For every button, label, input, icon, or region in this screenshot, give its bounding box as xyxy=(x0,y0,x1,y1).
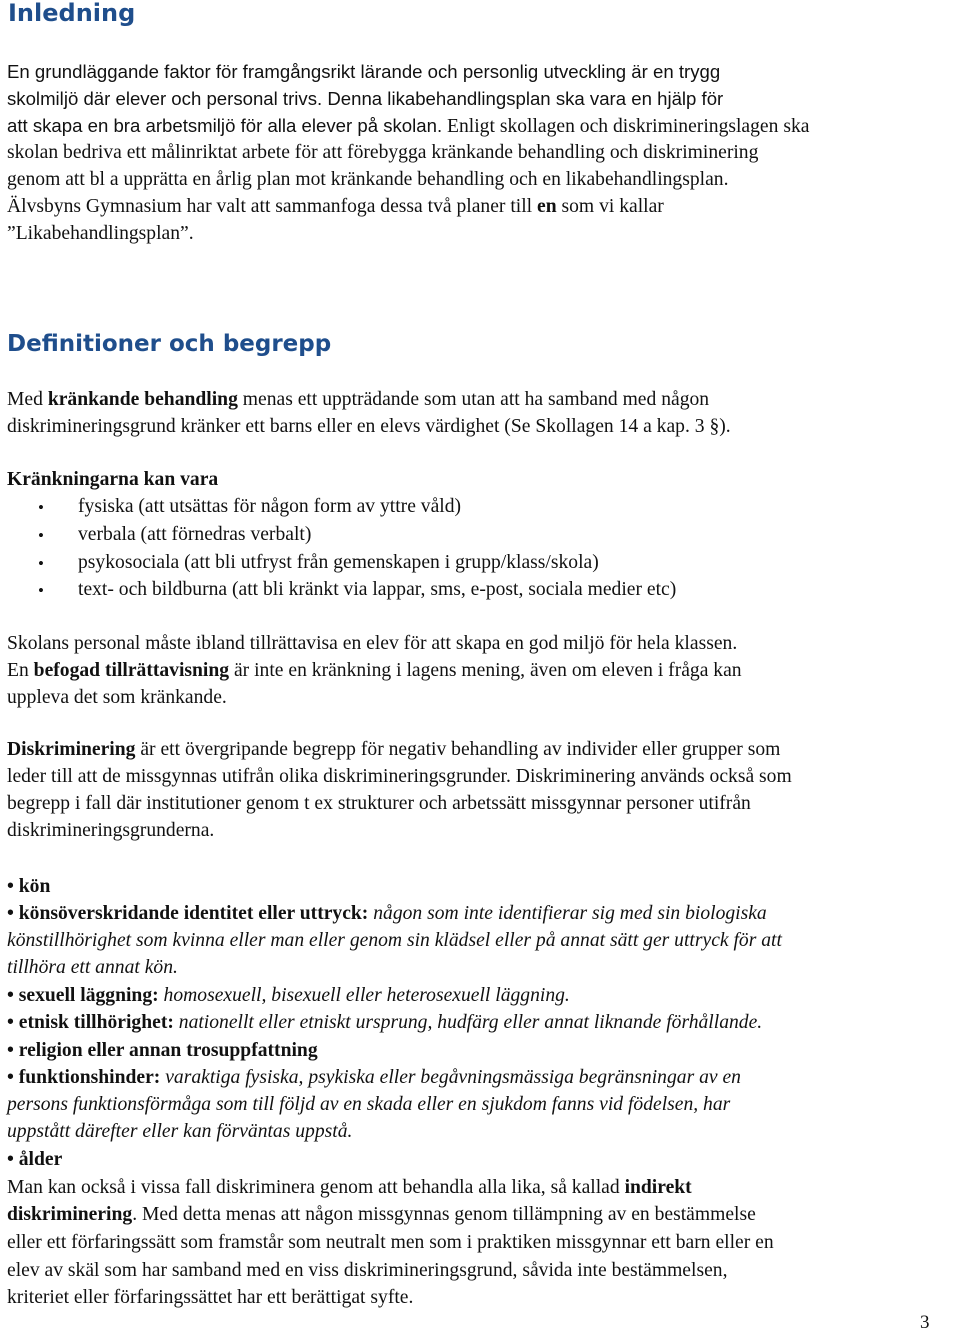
kr-list-item: psykosociala (att bli utfryst från gemenskapen i grupp/klass/skola) xyxy=(78,552,599,573)
intro-emphasis: en xyxy=(537,196,557,217)
indirect-term: diskriminering xyxy=(7,1204,133,1225)
page-number: 3 xyxy=(920,1312,930,1333)
intro-line: skolan bedriva ett målinriktat arbete för att förebygga kränkande behandling och diskriminering xyxy=(7,142,759,163)
intro-line: En grundläggande faktor för framgångsrikt lärande och personlig utveckling är en trygg xyxy=(7,61,721,82)
def-line: leder till att de missgynnas utifrån olika diskrimineringsgrunder. Diskriminering används också som xyxy=(7,766,792,787)
intro-line: skolmiljö där elever och personal trivs. Denna likabehandlingsplan ska vara en hjälp för xyxy=(7,88,724,109)
def-text: är inte en kränkning i lagens mening, även om eleven i fråga kan xyxy=(229,660,742,681)
heading-definitioner: Definitioner och begrepp xyxy=(7,331,332,357)
ground-alder: • ålder xyxy=(7,1149,63,1170)
ground-term: • etnisk tillhörighet: xyxy=(7,1012,174,1033)
indirect-line: elev av skäl som har samband med en viss diskrimineringsgrund, såvida inte bestämmelsen, xyxy=(7,1260,728,1281)
def-line: diskrimineringsgrund kränker ett barns eller en elevs värdighet (Se Skollagen 14 a kap. 3 §). xyxy=(7,416,731,437)
ground-line: könstillhörighet som kvinna eller man eller genom sin klädsel eller på annat sätt ger uttryck för att xyxy=(7,930,782,951)
intro-text: som vi kallar xyxy=(556,196,664,217)
intro-line xyxy=(7,193,664,220)
intro-text: Älvsbyns Gymnasium har valt att sammanfoga dessa två planer till xyxy=(7,196,538,217)
ground-line: persons funktionsförmåga som till följd av en skada eller en sjukdom fanns vid födelsen, har xyxy=(7,1094,731,1115)
kr-list-item: text- och bildburna (att bli kränkt via lappar, sms, e-post, sociala medier etc) xyxy=(78,579,677,600)
heading-inledning: Inledning xyxy=(8,0,136,27)
intro-text: Enligt skollagen och diskrimineringslagen ska xyxy=(442,116,810,137)
indirect-line: kriteriet eller förfaringssättet har ett berättigat syfte. xyxy=(7,1287,414,1308)
ground-term: • sexuell läggning: xyxy=(7,985,159,1006)
def-line xyxy=(7,386,709,413)
ground-desc: varaktiga fysiska, psykiska eller begåvningsmässiga begränsningar av en xyxy=(160,1067,741,1088)
kr-heading: Kränkningarna kan vara xyxy=(7,469,219,490)
def-term: befogad tillrättavisning xyxy=(33,660,230,681)
ground-line: uppstått därefter eller kan förväntas uppstå. xyxy=(7,1121,353,1142)
ground-line xyxy=(7,900,767,927)
ground-kon: • kön xyxy=(7,876,51,897)
indirect-line xyxy=(7,1201,756,1228)
indirect-text: . Med detta menas att någon missgynnas genom tillämpning av en bestämmelse xyxy=(132,1204,756,1225)
bullet-glyph: • xyxy=(38,526,44,545)
def-line: uppleva det som kränkande. xyxy=(7,687,227,708)
bullet-glyph: • xyxy=(38,498,44,517)
ground-term: • könsöverskridande identitet eller uttryck: xyxy=(7,903,369,924)
indirect-line: eller ett förfaringssätt som framstår som neutralt men som i praktiken missgynnar ett barn eller en xyxy=(7,1232,774,1253)
intro-line: genom att bl a upprätta en årlig plan mot kränkande behandling och en likabehandlingsplan. xyxy=(7,169,729,190)
ground-desc: någon som inte identifierar sig med sin biologiska xyxy=(368,903,767,924)
ground-term: • funktionshinder: xyxy=(7,1067,161,1088)
ground-line xyxy=(7,1009,762,1036)
ground-religion: • religion eller annan trosuppfattning xyxy=(7,1040,318,1061)
def-text: menas ett uppträdande som utan att ha samband med någon xyxy=(237,389,710,410)
kr-list-item: verbala (att förnedras verbalt) xyxy=(78,524,312,545)
indirect-term: indirekt xyxy=(624,1177,692,1198)
ground-line xyxy=(7,1064,741,1091)
def-text: Med xyxy=(7,389,48,410)
ground-line xyxy=(7,982,570,1009)
def-line xyxy=(7,736,780,763)
def-line: Skolans personal måste ibland tillrättavisa en elev för att skapa en god miljö för hela klassen. xyxy=(7,633,738,654)
bullet-glyph: • xyxy=(38,581,44,600)
def-term: kränkande behandling xyxy=(47,389,238,410)
intro-text: att skapa en bra arbetsmiljö för alla elever på skolan. xyxy=(7,115,443,136)
def-term: Diskriminering xyxy=(7,739,136,760)
ground-desc: homosexuell, bisexuell eller heterosexuell läggning. xyxy=(158,985,570,1006)
def-text: En xyxy=(7,660,34,681)
indirect-line xyxy=(7,1174,692,1201)
indirect-text: Man kan också i vissa fall diskriminera genom att behandla alla lika, så kallad xyxy=(7,1177,625,1198)
kr-list-item: fysiska (att utsättas för någon form av yttre våld) xyxy=(78,496,462,517)
ground-desc: nationellt eller etniskt ursprung, hudfärg eller annat liknande förhållande. xyxy=(173,1012,763,1033)
intro-line xyxy=(7,112,809,140)
intro-line: ”Likabehandlingsplan”. xyxy=(7,223,194,244)
ground-line: tillhöra ett annat kön. xyxy=(7,957,178,978)
bullet-glyph: • xyxy=(38,554,44,573)
def-line: begrepp i fall där institutioner genom t ex strukturer och arbetssätt missgynnar personer utifrån xyxy=(7,793,751,814)
def-line: diskrimineringsgrunderna. xyxy=(7,820,215,841)
def-line xyxy=(7,657,742,684)
def-text: är ett övergripande begrepp för negativ behandling av individer eller grupper som xyxy=(135,739,781,760)
